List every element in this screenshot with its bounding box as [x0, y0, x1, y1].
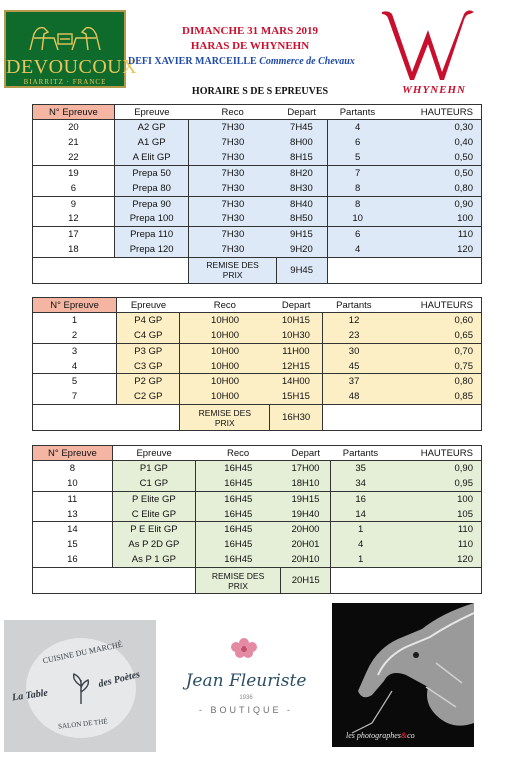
table-row [33, 537, 482, 552]
table-row [33, 181, 482, 196]
table-row [33, 343, 482, 358]
cell-depart: 11H00 [270, 343, 323, 358]
cell-reco: 10H00 [180, 328, 270, 343]
cell-epreuve: P4 GP [117, 313, 180, 328]
cell-num: 8 [33, 461, 113, 476]
cell-partants: 4 [327, 242, 388, 257]
cell-hauteur: 110 [390, 522, 481, 537]
schedule-table-midday [32, 297, 482, 431]
brand-subtitle: BIARRITZ · FRANCE [23, 78, 107, 86]
cell-num: 9 [33, 196, 115, 211]
col-depart-header: Depart [270, 298, 323, 313]
cell-hauteur: 0,50 [388, 150, 482, 165]
event-venue: HARAS DE WHYNEHN [190, 40, 310, 52]
cell-reco: 16H45 [195, 476, 280, 491]
table-row [33, 196, 482, 211]
col-partants-header: Partants [331, 446, 390, 461]
table-row [33, 166, 482, 181]
cell-hauteur: 120 [388, 242, 482, 257]
cell-reco: 16H45 [195, 522, 280, 537]
cell-hauteur: 0,80 [385, 374, 481, 389]
cell-partants: 14 [331, 507, 390, 522]
jean-fleuriste-logo: Jean Fleuriste 1936 - BOUTIQUE - [172, 633, 320, 733]
remise-row [33, 257, 482, 283]
cell-depart: 10H30 [270, 328, 323, 343]
cell-partants: 35 [331, 461, 390, 476]
sponsor-name: DEFI XAVIER MARCEILLE [128, 56, 257, 67]
col-epreuve-header: Epreuve [117, 298, 180, 313]
cell-hauteur: 120 [390, 553, 481, 568]
cell-reco: 10H00 [180, 343, 270, 358]
remise-time: 9H45 [276, 257, 327, 283]
cell-hauteur: 0,90 [388, 196, 482, 211]
flower-icon [226, 637, 262, 665]
cell-hauteur: 110 [390, 537, 481, 552]
cell-reco: 7H30 [189, 227, 276, 242]
table-row [33, 212, 482, 227]
cell-epreuve: P Elite GP [112, 491, 195, 506]
horses-icon [24, 20, 106, 58]
cell-partants: 5 [327, 150, 388, 165]
sponsor-detail: Commerce de Chevaux [259, 56, 355, 67]
cell-partants: 12 [323, 313, 386, 328]
cell-partants: 6 [327, 227, 388, 242]
cell-reco: 7H30 [189, 196, 276, 211]
cell-depart: 10H15 [270, 313, 323, 328]
cell-num: 3 [33, 343, 117, 358]
schedule-table-evening [32, 445, 482, 594]
col-depart-header: Depart [276, 105, 327, 120]
cell-num: 17 [33, 227, 115, 242]
cell-partants: 1 [331, 522, 390, 537]
whynehn-logo [372, 4, 476, 94]
col-num-header: N° Epreuve [33, 446, 113, 461]
cell-epreuve: C2 GP [117, 389, 180, 404]
cell-hauteur: 0,75 [385, 359, 481, 374]
cell-epreuve: Prepa 100 [114, 212, 189, 227]
cell-reco: 10H00 [180, 389, 270, 404]
col-num-header: N° Epreuve [33, 298, 117, 313]
cell-hauteur: 0,70 [385, 343, 481, 358]
cell-epreuve: As P 1 GP [112, 553, 195, 568]
cell-hauteur: 100 [388, 212, 482, 227]
col-partants-header: Partants [323, 298, 386, 313]
table-row [33, 374, 482, 389]
cell-partants: 37 [323, 374, 386, 389]
cell-epreuve: A Elit GP [114, 150, 189, 165]
cell-reco: 7H30 [189, 135, 276, 150]
cell-num: 16 [33, 553, 113, 568]
cell-reco: 7H30 [189, 242, 276, 257]
cell-hauteur: 0,30 [388, 120, 482, 135]
cell-epreuve: A1 GP [114, 135, 189, 150]
cell-num: 4 [33, 359, 117, 374]
cell-depart: 20H01 [281, 537, 331, 552]
remise-label: REMISE DES PRIX [180, 405, 270, 431]
cell-reco: 7H30 [189, 181, 276, 196]
col-partants-header: Partants [327, 105, 388, 120]
event-date: DIMANCHE 31 MARS 2019 [182, 25, 318, 37]
cell-epreuve: C4 GP [117, 328, 180, 343]
table-row [33, 313, 482, 328]
col-hauteurs-header: HAUTEURS [390, 446, 481, 461]
cell-num: 14 [33, 522, 113, 537]
cell-depart: 8H50 [276, 212, 327, 227]
cell-depart: 12H15 [270, 359, 323, 374]
cell-epreuve: P3 GP [117, 343, 180, 358]
cell-partants: 1 [331, 553, 390, 568]
cell-reco: 7H30 [189, 212, 276, 227]
cell-partants: 6 [327, 135, 388, 150]
table-row [33, 553, 482, 568]
cell-partants: 34 [331, 476, 390, 491]
cell-num: 22 [33, 150, 115, 165]
cell-depart: 14H00 [270, 374, 323, 389]
table-row [33, 461, 482, 476]
cell-num: 11 [33, 491, 113, 506]
cell-reco: 7H30 [189, 120, 276, 135]
cell-epreuve: Prepa 120 [114, 242, 189, 257]
cell-depart: 9H15 [276, 227, 327, 242]
photo-signature: les photographes&co [346, 731, 415, 740]
col-hauteurs-header: HAUTEURS [385, 298, 481, 313]
table-row [33, 476, 482, 491]
table-row [33, 359, 482, 374]
remise-row [33, 405, 482, 431]
cell-hauteur: 100 [390, 491, 481, 506]
devoucoux-logo [4, 10, 138, 88]
cell-depart: 18H10 [281, 476, 331, 491]
cell-epreuve: C1 GP [112, 476, 195, 491]
cell-num: 10 [33, 476, 113, 491]
cell-partants: 23 [323, 328, 386, 343]
table-row [33, 389, 482, 404]
cell-hauteur: 105 [390, 507, 481, 522]
table-des-poetes-logo: CUISINE DU MARCHÉ La Table des Poètes SALON DE THÉ [4, 620, 156, 752]
col-reco-header: Reco [189, 105, 276, 120]
cell-depart: 20H10 [281, 553, 331, 568]
horse-head-icon [332, 603, 474, 747]
cell-partants: 16 [331, 491, 390, 506]
cell-depart: 19H40 [281, 507, 331, 522]
table-row [33, 491, 482, 506]
col-epreuve-header: Epreuve [112, 446, 195, 461]
cell-num: 7 [33, 389, 117, 404]
table-row [33, 328, 482, 343]
cell-num: 19 [33, 166, 115, 181]
cell-epreuve: Prepa 50 [114, 166, 189, 181]
cell-epreuve: Prepa 110 [114, 227, 189, 242]
cell-hauteur: 0,50 [388, 166, 482, 181]
cell-num: 18 [33, 242, 115, 257]
cell-depart: 8H40 [276, 196, 327, 211]
cell-num: 2 [33, 328, 117, 343]
cell-partants: 7 [327, 166, 388, 181]
cell-depart: 15H15 [270, 389, 323, 404]
cell-reco: 7H30 [189, 166, 276, 181]
cell-num: 5 [33, 374, 117, 389]
table-row [33, 120, 482, 135]
cell-reco: 16H45 [195, 491, 280, 506]
w-logo-text: WHYNEHN [402, 84, 466, 96]
cell-partants: 8 [327, 196, 388, 211]
cell-hauteur: 0,95 [390, 476, 481, 491]
table-row [33, 150, 482, 165]
cell-hauteur: 0,80 [388, 181, 482, 196]
cell-epreuve: P2 GP [117, 374, 180, 389]
cell-depart: 8H00 [276, 135, 327, 150]
cell-hauteur: 0,40 [388, 135, 482, 150]
remise-label: REMISE DES PRIX [189, 257, 276, 283]
leaf-icon [66, 672, 96, 706]
cell-reco: 10H00 [180, 374, 270, 389]
cell-epreuve: Prepa 90 [114, 196, 189, 211]
cell-depart: 20H00 [281, 522, 331, 537]
cell-epreuve: Prepa 80 [114, 181, 189, 196]
table-row [33, 507, 482, 522]
col-depart-header: Depart [281, 446, 331, 461]
cell-num: 6 [33, 181, 115, 196]
remise-label: REMISE DES PRIX [195, 568, 280, 594]
cell-epreuve: C3 GP [117, 359, 180, 374]
remise-time: 20H15 [281, 568, 331, 594]
cell-depart: 17H00 [281, 461, 331, 476]
cell-reco: 16H45 [195, 507, 280, 522]
cell-num: 15 [33, 537, 113, 552]
w-letter-icon [372, 4, 476, 84]
cell-epreuve: P1 GP [112, 461, 195, 476]
cell-reco: 16H45 [195, 461, 280, 476]
cell-partants: 30 [323, 343, 386, 358]
cell-partants: 8 [327, 181, 388, 196]
cell-depart: 19H15 [281, 491, 331, 506]
cell-partants: 45 [323, 359, 386, 374]
cell-partants: 48 [323, 389, 386, 404]
cell-hauteur: 0,60 [385, 313, 481, 328]
sponsor-line [128, 56, 355, 67]
cell-depart: 9H20 [276, 242, 327, 257]
cell-reco: 10H00 [180, 313, 270, 328]
cell-depart: 8H15 [276, 150, 327, 165]
cell-depart: 8H30 [276, 181, 327, 196]
cell-hauteur: 0,90 [390, 461, 481, 476]
cell-reco: 7H30 [189, 150, 276, 165]
table-row [33, 522, 482, 537]
cell-epreuve: As P 2D GP [112, 537, 195, 552]
cell-depart: 8H20 [276, 166, 327, 181]
cell-reco: 16H45 [195, 537, 280, 552]
cell-hauteur: 110 [388, 227, 482, 242]
cell-hauteur: 0,85 [385, 389, 481, 404]
schedule-table-morning [32, 104, 482, 284]
cell-num: 21 [33, 135, 115, 150]
col-reco-header: Reco [195, 446, 280, 461]
remise-row [33, 568, 482, 594]
cell-reco: 16H45 [195, 553, 280, 568]
cell-epreuve: C Elite GP [112, 507, 195, 522]
cell-partants: 4 [327, 120, 388, 135]
cell-epreuve: A2 GP [114, 120, 189, 135]
schedule-title: HORAIRE S DE S EPREUVES [191, 86, 329, 97]
table-row [33, 135, 482, 150]
cell-hauteur: 0,65 [385, 328, 481, 343]
photographes-horse-photo [332, 603, 474, 747]
col-reco-header: Reco [180, 298, 270, 313]
cell-num: 12 [33, 212, 115, 227]
col-num-header: N° Epreuve [33, 105, 115, 120]
brand-name: DEVOUCOUX [6, 56, 138, 78]
cell-partants: 4 [331, 537, 390, 552]
cell-num: 20 [33, 120, 115, 135]
cell-num: 13 [33, 507, 113, 522]
col-hauteurs-header: HAUTEURS [388, 105, 482, 120]
cell-num: 1 [33, 313, 117, 328]
col-epreuve-header: Epreuve [114, 105, 189, 120]
table-row [33, 242, 482, 257]
cell-epreuve: P E Elit GP [112, 522, 195, 537]
cell-reco: 10H00 [180, 359, 270, 374]
table-row [33, 227, 482, 242]
remise-time: 16H30 [270, 405, 323, 431]
cell-depart: 7H45 [276, 120, 327, 135]
cell-partants: 10 [327, 212, 388, 227]
